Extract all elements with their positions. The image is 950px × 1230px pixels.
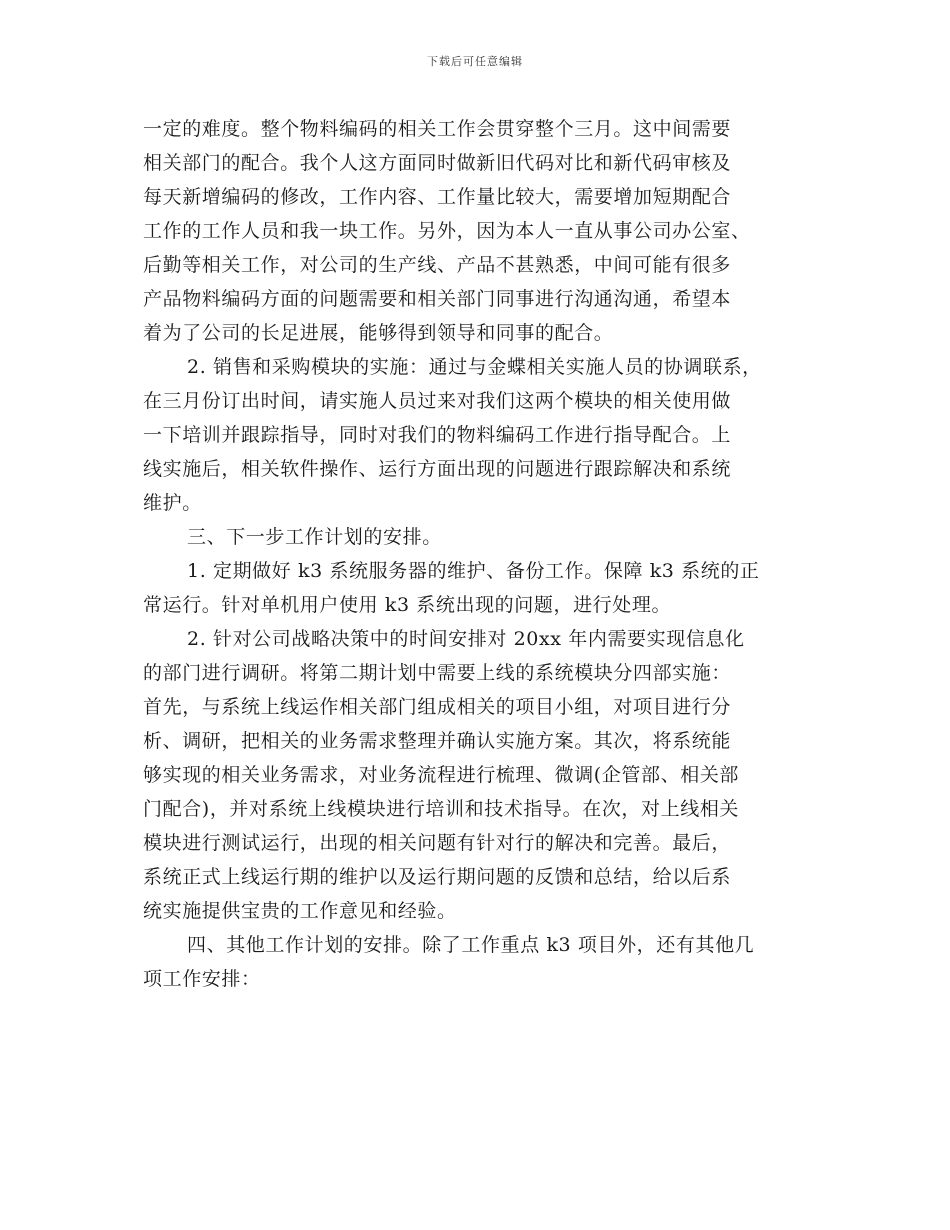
text-line: 统实施提供宝贵的工作意见和经验。 [143, 900, 457, 922]
text-line: 2. 针对公司战略决策中的时间安排对 20xx 年内需要实现信息化 [187, 628, 745, 650]
text-line: 后勤等相关工作，对公司的生产线、产品不甚熟悉，中间可能有很多 [143, 254, 732, 276]
text-line: 常运行。针对单机用户使用 k3 系统出现的问题，进行处理。 [143, 594, 672, 616]
text-line: 线实施后，相关软件操作、运行方面出现的问题进行跟踪解决和系统 [143, 458, 732, 480]
text-line: 工作的工作人员和我一块工作。另外，因为本人一直从事公司办公室、 [143, 220, 751, 242]
section-heading: 四、其他工作计划的安排。除了工作重点 k3 项目外，还有其他几 [187, 934, 755, 956]
text-line: 系统正式上线运行期的维护以及运行期问题的反馈和总结，给以后系 [143, 866, 732, 888]
text-line: 项工作安排： [143, 968, 261, 990]
text-line: 在三月份订出时间，请实施人员过来对我们这两个模块的相关使用做 [143, 390, 732, 412]
text-line: 一下培训并跟踪指导，同时对我们的物料编码工作进行指导配合。上 [143, 424, 732, 446]
document-body [143, 112, 823, 996]
text-line: 首先，与系统上线运作相关部门组成相关的项目小组，对项目进行分 [143, 696, 732, 718]
text-line: 一定的难度。整个物料编码的相关工作会贯穿整个三月。这中间需要 [143, 118, 732, 140]
text-line: 1. 定期做好 k3 系统服务器的维护、备份工作。保障 k3 系统的正 [187, 560, 760, 582]
text-line: 析、调研，把相关的业务需求整理并确认实施方案。其次，将系统能 [143, 730, 732, 752]
text-line: 维护。 [143, 492, 202, 514]
text-line: 2. 销售和采购模块的实施：通过与金蝶相关实施人员的协调联系， [187, 356, 762, 378]
section-heading: 三、下一步工作计划的安排。 [187, 526, 442, 548]
text-line: 够实现的相关业务需求，对业务流程进行梳理、微调(企管部、相关部 [143, 764, 740, 786]
text-line: 着为了公司的长足进展，能够得到领导和同事的配合。 [143, 322, 614, 344]
page-header-note: 下载后可任意编辑 [427, 55, 523, 68]
text-line: 门配合)，并对系统上线模块进行培训和技术指导。在次，对上线相关 [143, 798, 740, 820]
text-line: 产品物料编码方面的问题需要和相关部门同事进行沟通沟通，希望本 [143, 288, 732, 310]
text-line: 模块进行测试运行，出现的相关问题有针对行的解决和完善。最后， [143, 832, 732, 854]
text-line: 每天新增编码的修改，工作内容、工作量比较大，需要增加短期配合 [143, 186, 732, 208]
text-line: 相关部门的配合。我个人这方面同时做新旧代码对比和新代码审核及 [143, 152, 732, 174]
text-line: 的部门进行调研。将第二期计划中需要上线的系统模块分四部实施： [143, 662, 732, 684]
